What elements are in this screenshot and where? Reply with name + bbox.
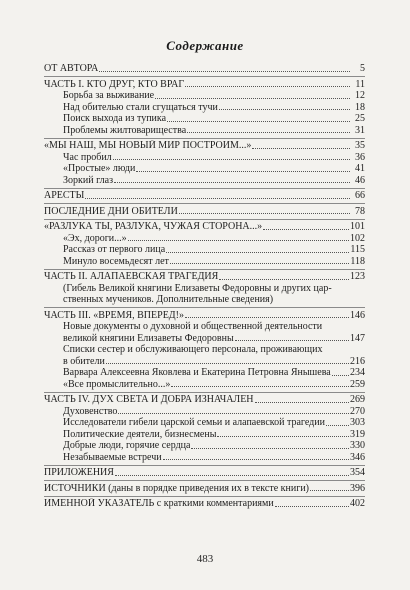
toc-entry-label: ЧАСТЬ I. КТО ДРУГ, КТО ВРАГ [44, 78, 185, 90]
toc-entry[interactable] [44, 440, 365, 452]
leader-dots [310, 490, 349, 491]
toc-entry[interactable] [44, 367, 365, 379]
toc-entry[interactable] [44, 256, 365, 268]
leader-dots [252, 148, 350, 149]
toc-entry[interactable] [44, 113, 365, 125]
section-divider [44, 76, 365, 77]
toc-entry-page: 123 [350, 271, 365, 282]
toc-entry-label: Борьба за выживание [63, 90, 155, 101]
leader-dots [217, 436, 349, 437]
toc-entry-label: Духовенство [63, 405, 118, 417]
toc-entry-label: Исследователи гибели царской семьи и алапаевской трагедии [63, 417, 325, 428]
leader-dots [106, 363, 349, 364]
leader-dots [171, 386, 349, 387]
toc-entry[interactable] [44, 79, 365, 91]
toc-entry-label: Час пробил [63, 151, 112, 163]
toc-entry-label-line: (Гибель Великой княгини Елизаветы Федоровны и других цар- [63, 282, 332, 294]
toc-entry-page: 146 [350, 309, 365, 321]
toc-entry[interactable] [44, 344, 365, 367]
section-divider [44, 138, 365, 139]
toc-entry[interactable] [44, 140, 365, 152]
leader-dots [115, 475, 349, 476]
toc-entry[interactable] [44, 498, 365, 510]
toc-entry-label: ЧАСТЬ IV. ДУХ СВЕТА И ДОБРА ИЗНАЧАЛЕН [44, 394, 254, 405]
toc-entry-page: 66 [355, 190, 365, 201]
toc-entry-label: ПРИЛОЖЕНИЯ [44, 467, 114, 478]
toc-entry-label: ИСТОЧНИКИ (даны в порядке приведения их в тексте книги) [44, 482, 309, 494]
toc-entry-label: Минуло восемьдесят лет [63, 255, 169, 267]
toc-entry-label: Рассказ от первого лица [63, 244, 166, 255]
section-divider [44, 188, 365, 189]
toc-entry-page: 102 [350, 232, 365, 244]
toc-entry-page: 216 [350, 355, 365, 367]
leader-dots [113, 159, 350, 160]
leader-dots [128, 240, 349, 241]
leader-dots [163, 459, 349, 460]
toc-entry[interactable] [44, 271, 365, 283]
leader-dots [99, 71, 350, 72]
leader-dots [187, 132, 350, 133]
toc-entry-page: 259 [350, 378, 365, 390]
toc-entry[interactable] [44, 379, 365, 391]
toc-entry[interactable] [44, 175, 365, 187]
toc-entry-label-line: ственных мучеников. Дополнительные сведения) [63, 294, 274, 305]
leader-dots [85, 198, 350, 199]
toc-entry-label: «Все промыслительно...» [63, 378, 171, 390]
toc-entry-page: 319 [350, 428, 365, 440]
toc-entry-label: Проблемы жилтоварищества [63, 124, 187, 136]
toc-entry-label: «МЫ НАШ, МЫ НОВЫЙ МИР ПОСТРОИМ...» [44, 140, 252, 151]
toc-entry-page: 234 [350, 367, 365, 378]
toc-entry-label-line: в обители [63, 355, 105, 367]
toc-entry-page: 402 [350, 498, 365, 509]
toc-entry-label: Над обителью стали сгущаться тучи [63, 101, 218, 113]
toc-entry[interactable] [44, 163, 365, 175]
toc-entry-page: 12 [355, 90, 365, 101]
toc-entry-page: 31 [355, 124, 365, 136]
toc-entry-page: 330 [350, 440, 365, 451]
toc-entry-page: 118 [350, 255, 365, 267]
page-number: 483 [196, 553, 214, 565]
section-divider [44, 392, 365, 393]
toc-entry[interactable] [44, 233, 365, 245]
toc-entry-page: 25 [355, 113, 365, 124]
toc-entry-label: Политические деятели, бизнесмены [63, 428, 217, 440]
toc-entry-label: АРЕСТЫ [44, 190, 85, 201]
toc-entry-label: Варвара Алексеевна Яковлева и Екатерина Петровна Янышева [63, 367, 331, 378]
toc-entry[interactable] [44, 90, 365, 102]
toc-entry-label: ЧАСТЬ III. «ВРЕМЯ, ВПЕРЕД!» [44, 309, 184, 321]
toc-entry-label-line: великой княгини Елизаветы Федоровны [63, 332, 234, 344]
toc-entry[interactable] [44, 221, 365, 233]
section-divider [44, 307, 365, 308]
toc-entry-page: 41 [355, 163, 365, 174]
toc-entry-page: 35 [355, 140, 365, 151]
section-divider [44, 269, 365, 270]
toc-entry-page: 78 [355, 205, 365, 217]
leader-dots [167, 121, 350, 122]
leader-dots [155, 98, 350, 99]
toc-entry[interactable] [44, 102, 365, 114]
toc-entry[interactable] [44, 152, 365, 164]
leader-dots [332, 375, 349, 376]
toc-entry[interactable] [44, 467, 365, 479]
leader-dots [179, 213, 350, 214]
toc-entry-page: 270 [350, 405, 365, 417]
toc-entry-page: 396 [350, 482, 365, 494]
toc-entry[interactable] [44, 206, 365, 218]
toc-entry[interactable] [44, 190, 365, 202]
toc-entry[interactable] [44, 452, 365, 464]
toc-entry-label: Поиск выхода из тупика [63, 113, 167, 124]
toc-entry-label: Зоркий глаз [63, 174, 114, 186]
toc-entry-page: 354 [350, 467, 365, 478]
section-divider [44, 496, 365, 497]
leader-dots [219, 279, 349, 280]
leader-dots [166, 252, 349, 253]
toc-entry-label: ПОСЛЕДНИЕ ДНИ ОБИТЕЛИ [44, 205, 178, 217]
toc-entry-label: ИМЕННОЙ УКАЗАТЕЛЬ с краткими комментариями [44, 498, 274, 509]
toc-entry-page: 36 [355, 151, 365, 163]
leader-dots [219, 109, 350, 110]
toc-entry[interactable] [44, 310, 365, 322]
toc-entry-label: «РАЗЛУКА ТЫ, РАЗЛУКА, ЧУЖАЯ СТОРОНА...» [44, 221, 263, 232]
toc-entry-page: 303 [350, 417, 365, 428]
leader-dots [235, 340, 349, 341]
toc-entry-label: ОТ АВТОРА [44, 63, 99, 74]
toc-entry[interactable] [44, 406, 365, 418]
toc-entry-page: 269 [350, 394, 365, 405]
section-divider [44, 465, 365, 466]
toc-entry[interactable] [44, 417, 365, 429]
toc-entry[interactable] [44, 63, 365, 75]
toc-entry[interactable] [44, 125, 365, 137]
toc-entry[interactable] [44, 283, 365, 306]
leader-dots [326, 425, 349, 426]
table-of-contents [44, 63, 365, 510]
toc-entry-page: 115 [350, 244, 365, 255]
toc-entry[interactable] [44, 394, 365, 406]
leader-dots [191, 448, 349, 449]
toc-entry-label: «Эх, дороги...» [63, 232, 127, 244]
toc-entry-label-line: Списки сестер и обслуживающего персонала, проживающих [63, 344, 323, 355]
toc-entry[interactable] [44, 244, 365, 256]
toc-entry-page: 346 [350, 451, 365, 463]
leader-dots [255, 402, 349, 403]
page-title: Содержание [166, 38, 244, 53]
leader-dots [114, 182, 350, 183]
toc-entry-label: ЧАСТЬ II. АЛАПАЕВСКАЯ ТРАГЕДИЯ [44, 271, 219, 282]
leader-dots [170, 263, 349, 264]
section-divider [44, 219, 365, 220]
section-divider [44, 480, 365, 481]
toc-entry-label: Незабываемые встречи [63, 451, 162, 463]
leader-dots [275, 506, 349, 507]
toc-entry-label: Добрые люди, горячие сердца [63, 440, 191, 451]
leader-dots [263, 229, 349, 230]
toc-entry-page: 18 [355, 101, 365, 113]
toc-entry-label: «Простые» люди [63, 163, 136, 174]
toc-entry-page: 147 [350, 332, 365, 344]
section-divider [44, 203, 365, 204]
toc-entry-page: 101 [350, 221, 365, 232]
toc-entry-page: 46 [355, 174, 365, 186]
leader-dots [185, 317, 349, 318]
toc-entry-label-line: Новые документы о духовной и общественной деятельности [63, 321, 323, 332]
toc-entry[interactable] [44, 483, 365, 495]
toc-entry[interactable] [44, 429, 365, 441]
toc-entry-page: 5 [360, 63, 365, 74]
leader-dots [185, 86, 350, 87]
toc-entry-page: 11 [355, 78, 365, 90]
leader-dots [118, 413, 349, 414]
leader-dots [136, 171, 350, 172]
toc-entry[interactable] [44, 321, 365, 344]
